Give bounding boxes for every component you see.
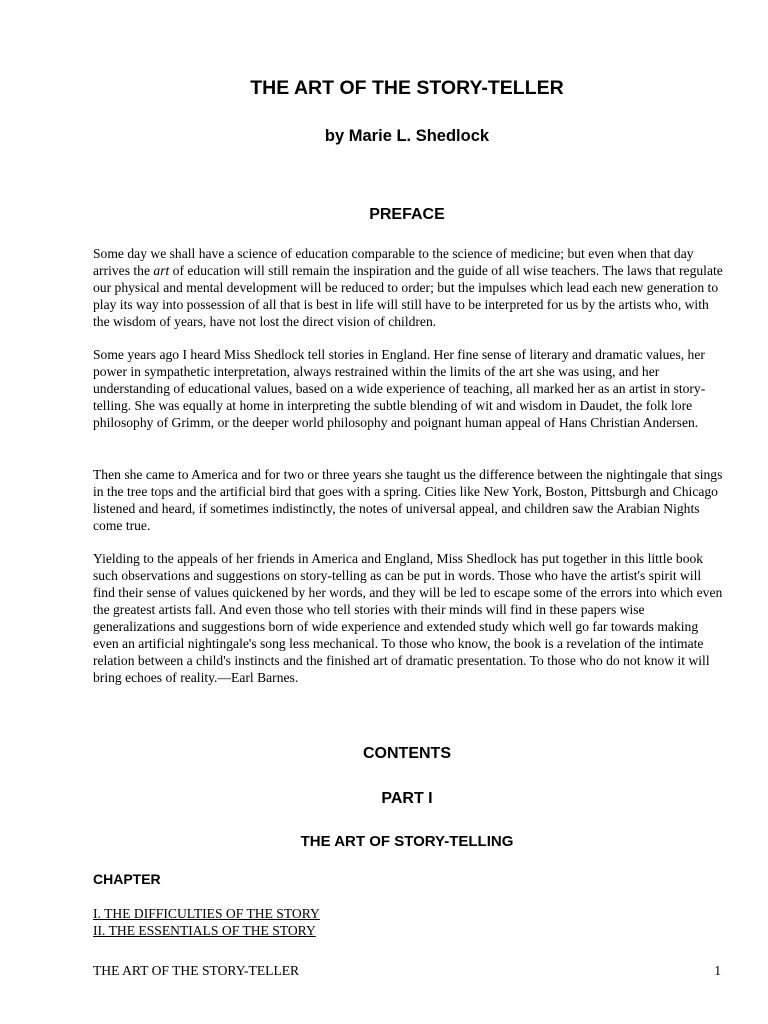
document-title: THE ART OF THE STORY-TELLER [250,77,564,99]
footer-running-title: THE ART OF THE STORY-TELLER [93,963,300,978]
preface-paragraph-3: Then she came to America and for two or three years she taught us the difference between the nightingale that sings in the tree tops and the artificial bird that goes with a spring. Cities like New York, Boston, Pittsburgh and Chicago listened and heard, if sometimes indistinctly, the notes of universal appeal, and children saw the Arabian Nights come true. [93,467,723,533]
toc-link-chapter-1[interactable]: I. THE DIFFICULTIES OF THE STORY [93,906,320,921]
footer-page-number: 1 [714,963,721,978]
preface-heading: PREFACE [369,206,445,223]
contents-heading: CONTENTS [363,745,451,762]
document-page [93,0,721,1024]
preface-paragraph-1 [93,245,723,330]
preface-paragraph-2: Some years ago I heard Miss Shedlock tell stories in England. Her fine sense of literary and dramatic values, her power in sympathetic interpretation, always restrained within the limits of the art she was using, and her understanding of educational values, based on a wide experience of teaching, all marked her as an artist in story- telling. She was equally at home in interpreting the subtle blending of wit and wisdom in Daudet, the folk lore philosophy of Grimm, or the deeper world philosophy and poignant human appeal of Hans Christian Andersen. [93,347,706,430]
part-title: THE ART OF STORY-TELLING [300,833,514,850]
preface-paragraph-1-end: of education will still remain the inspiration and the guide of all wise teachers. The laws that regulate our physical and mental development will be reduced to order; but the impulses which lead each new generation to play its way into possession of all that is best in life will still have to be interpreted for us by the artists who, with the wisdom of years, have not lost the direct vision of children. [93,263,723,329]
emphasized-word: art [153,263,170,278]
chapter-heading: CHAPTER [93,871,161,887]
toc-link-chapter-2[interactable]: II. THE ESSENTIALS OF THE STORY [93,923,316,938]
toc-item [93,905,320,922]
preface-paragraph-4: Yielding to the appeals of her friends in America and England, Miss Shedlock has put together in this little book such observations and suggestions on story-telling as can be put in words. Those who have the artist's spirit will find their sense of values quickened by her words, and they will be led to escape some of the errors into which even the greatest artists fall. And even those who tell stories with their minds will find in these papers wise generalizations and suggestions born of wide experience and extended study which well go far towards making even an artificial nightingale's song less mechanical. To those who know, the book is a revelation of the intimate relation between a child's instincts and the finished art of dramatic presentation. To those who do not know it will bring echoes of reality.—Earl Barnes. [93,551,723,685]
part-heading: PART I [381,790,433,807]
preface-paragraph-1-start: Some day we shall have a science of education comparable to the science of medicine; but even when that day arrives the [93,246,694,278]
author-byline: by Marie L. Shedlock [324,127,490,145]
toc-item [93,922,320,939]
table-of-contents [93,905,320,939]
